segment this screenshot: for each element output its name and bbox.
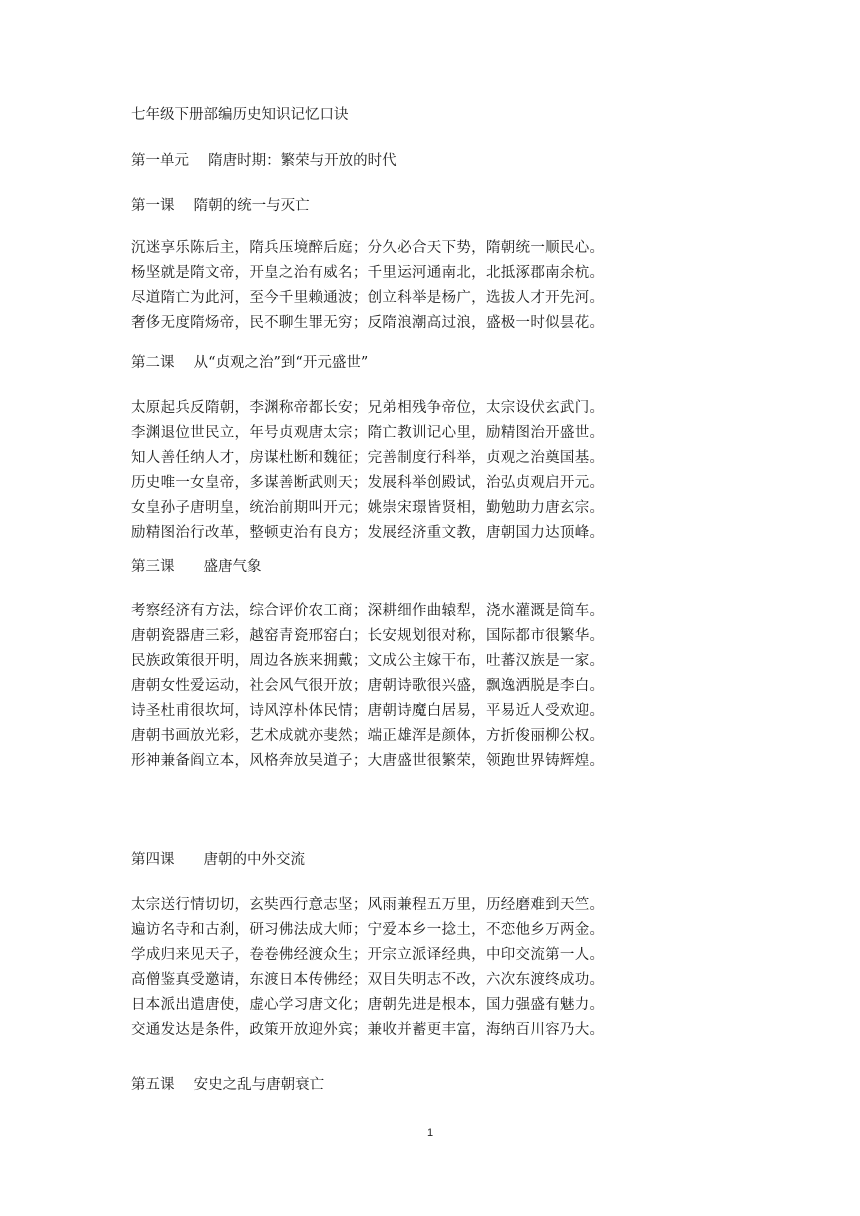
verse-line: 历史唯一女皇帝，多谋善断武则天；发展科举创殿试，治弘贞观启开元。 <box>131 475 605 491</box>
page-number: 1 <box>426 1127 434 1139</box>
verse-line: 诗圣杜甫很坎坷，诗风淳朴体民情；唐朝诗魔白居易，平易近人受欢迎。 <box>131 703 605 719</box>
lesson-4-heading: 第四课 唐朝的中外交流 <box>131 852 305 868</box>
lesson-2-verse <box>131 396 731 546</box>
verse-line: 沉迷享乐陈后主，隋兵压境醉后庭；分久必合天下势，隋朝统一顺民心。 <box>131 240 605 256</box>
verse-line: 励精图治行改革，整顿吏治有良方；发展经济重文教，唐朝国力达顶峰。 <box>131 525 605 541</box>
verse-line: 遍访名寺和古刹，研习佛法成大师；宁爱本乡一捻土，不恋他乡万两金。 <box>131 922 605 938</box>
unit-heading: 第一单元 隋唐时期：繁荣与开放的时代 <box>131 153 397 169</box>
verse-line: 杨坚就是隋文帝，开皇之治有威名；千里运河通南北，北抵涿郡南余杭。 <box>131 265 605 281</box>
verse-line: 形神兼备阎立本，风格奔放吴道子；大唐盛世很繁荣，领跑世界铸辉煌。 <box>131 753 605 769</box>
lesson-1-verse <box>131 236 731 336</box>
verse-line: 知人善任纳人才，房谋杜断和魏征；完善制度行科举，贞观之治奠国基。 <box>131 450 605 466</box>
verse-line: 唐朝瓷器唐三彩，越窑青瓷邢窑白；长安规划很对称，国际都市很繁华。 <box>131 628 605 644</box>
lesson-1-heading: 第一课 隋朝的统一与灭亡 <box>131 198 310 214</box>
lesson-3-heading: 第三课 盛唐气象 <box>131 559 262 575</box>
lesson-3-verse <box>131 599 731 774</box>
verse-line: 民族政策很开明，周边各族来拥戴；文成公主嫁干布，吐蕃汉族是一家。 <box>131 653 605 669</box>
verse-line: 考察经济有方法，综合评价农工商；深耕细作曲辕犁，浇水灌溉是筒车。 <box>131 603 605 619</box>
lesson-2-heading: 第二课 从“贞观之治”到“开元盛世” <box>131 355 369 371</box>
document-title: 七年级下册部编历史知识记忆口诀 <box>131 107 349 123</box>
verse-line: 学成归来见天子，卷卷佛经渡众生；开宗立派译经典，中印交流第一人。 <box>131 947 605 963</box>
verse-line: 李渊退位世民立，年号贞观唐太宗；隋亡教训记心里，励精图治开盛世。 <box>131 425 605 441</box>
lesson-4-verse <box>131 893 731 1043</box>
verse-line: 高僧鉴真受邀请，东渡日本传佛经；双目失明志不改，六次东渡终成功。 <box>131 972 605 988</box>
verse-line: 日本派出遣唐使，虚心学习唐文化；唐朝先进是根本，国力强盛有魅力。 <box>131 997 605 1013</box>
verse-line: 唐朝书画放光彩，艺术成就亦斐然；端正雄浑是颜体，方折俊丽柳公权。 <box>131 728 605 744</box>
verse-line: 太原起兵反隋朝，李渊称帝都长安；兄弟相残争帝位，太宗设伏玄武门。 <box>131 400 605 416</box>
verse-line: 奢侈无度隋炀帝，民不聊生罪无穷；反隋浪潮高过浪，盛极一时似昙花。 <box>131 315 605 331</box>
lesson-5-heading: 第五课 安史之乱与唐朝衰亡 <box>131 1077 325 1093</box>
verse-line: 尽道隋亡为此河，至今千里赖通波；创立科举是杨广，选拔人才开先河。 <box>131 290 605 306</box>
verse-line: 太宗送行情切切，玄奘西行意志坚；风雨兼程五万里，历经磨难到天竺。 <box>131 897 605 913</box>
verse-line: 交通发达是条件，政策开放迎外宾；兼收并蓄更丰富，海纳百川容乃大。 <box>131 1022 605 1038</box>
verse-line: 女皇孙子唐明皇，统治前期叫开元；姚崇宋璟皆贤相，勤勉助力唐玄宗。 <box>131 500 605 516</box>
verse-line: 唐朝女性爱运动，社会风气很开放；唐朝诗歌很兴盛，飘逸洒脱是李白。 <box>131 678 605 694</box>
